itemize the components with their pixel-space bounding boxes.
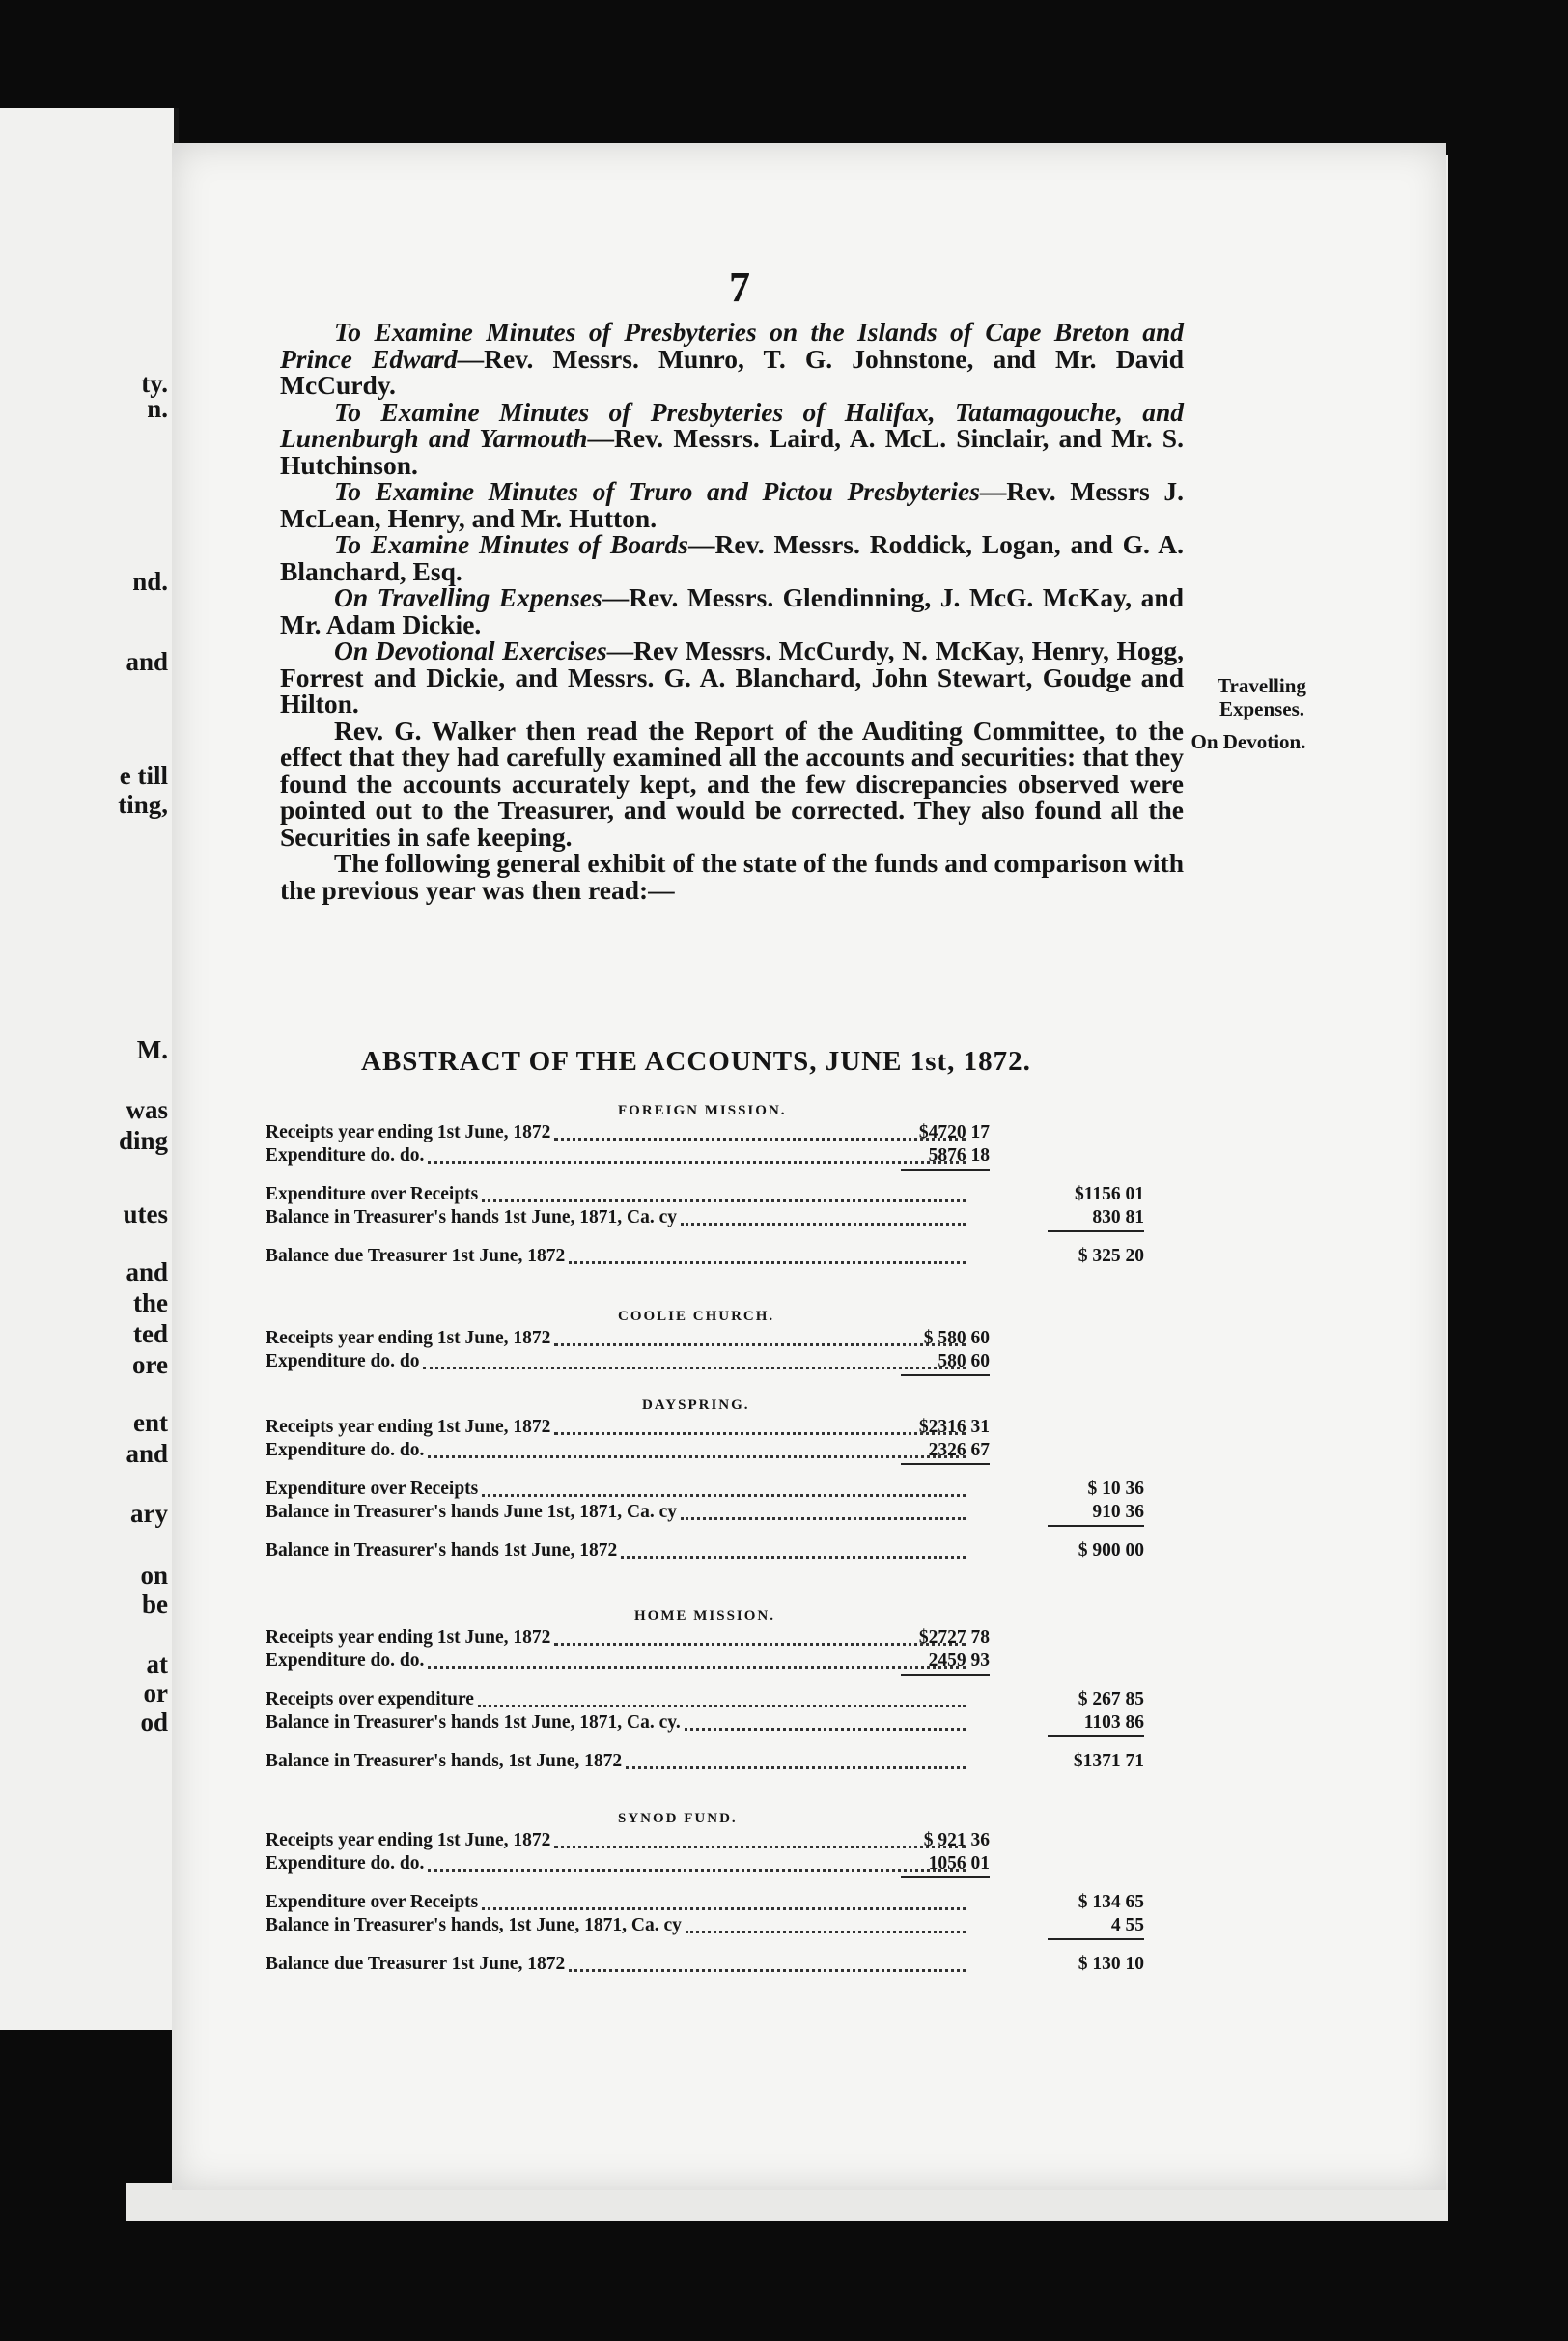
- margin-note-devotion: On Devotion.: [1190, 730, 1306, 753]
- leader-dots: [685, 1728, 966, 1731]
- leader-dots: [423, 1367, 966, 1369]
- prev-page-fragment: ding: [118, 1126, 168, 1155]
- account-line-label: Expenditure over Receipts: [266, 1184, 479, 1204]
- account-line-label: Balance in Treasurer's hands, 1st June, 1871, Ca. cy: [266, 1915, 682, 1935]
- sum-rule: [1048, 1938, 1144, 1940]
- account-line-label: Balance due Treasurer 1st June, 1872: [266, 1954, 566, 1974]
- account-line: [266, 1328, 550, 1349]
- sum-rule: [1048, 1230, 1144, 1232]
- paragraph-heading: On Devotional Exercises: [334, 635, 607, 665]
- prev-page-fragment: ty.: [141, 369, 168, 398]
- paragraph-text: Rev. G. Walker then read the Report of the Auditing Committee, to the effect that they had carefully examined all the accounts and securities: that they found the accounts accurately kept, and the few discrepancies observed were pointed out to the Treasurer, and would be corrected. They also found all the Securities in safe keeping.: [280, 715, 1184, 852]
- leader-dots: [554, 1343, 966, 1346]
- leader-dots: [428, 1666, 966, 1669]
- leader-dots: [569, 1261, 966, 1264]
- paragraph-heading: On Travelling Expenses: [334, 582, 602, 612]
- prev-page-fragment: nd.: [132, 567, 168, 596]
- account-line: [266, 1915, 682, 1936]
- paragraph-heading: To Examine Minutes of Presbyteries on the Islands of Cape Breton and Prince Edward: [280, 317, 1184, 374]
- paragraph-boards: [280, 531, 1184, 584]
- account-line-label: Expenditure do. do.: [266, 1650, 425, 1671]
- account-total: $ 10 36: [1087, 1479, 1144, 1499]
- paragraph-auditing-report: [280, 715, 1184, 852]
- leader-dots: [569, 1969, 966, 1972]
- prev-page-fragment: od: [140, 1707, 168, 1736]
- account-line: [266, 1830, 550, 1851]
- paragraph-travelling-expenses: [280, 584, 1184, 637]
- section-title: SYNOD FUND.: [618, 1811, 738, 1826]
- paragraph-presbyteries-cape-breton: [280, 319, 1184, 399]
- account-line: [266, 1351, 419, 1372]
- account-line-label: Receipts year ending 1st June, 1872: [266, 1122, 551, 1142]
- page-number: 7: [729, 264, 750, 311]
- account-line-label: Receipts over expenditure: [266, 1689, 474, 1709]
- account-line: [266, 1892, 478, 1913]
- account-line-label: Receipts year ending 1st June, 1872: [266, 1417, 551, 1437]
- account-line: [266, 1417, 550, 1438]
- account-line: [266, 1207, 677, 1228]
- account-total: $ 900 00: [1078, 1540, 1144, 1561]
- sum-rule: [1048, 1735, 1144, 1737]
- account-line: [266, 1689, 474, 1710]
- paragraph-text: —Rev. Messrs. Roddick, Logan, and G. A. Blanchard, Esq.: [280, 529, 1185, 586]
- paragraph-truro-pictou: [280, 478, 1184, 531]
- account-total: $1156 01: [1074, 1184, 1144, 1204]
- account-line-label: Balance due Treasurer 1st June, 1872: [266, 1246, 566, 1266]
- account-total: 910 36: [1092, 1502, 1144, 1522]
- paragraph-text: —Rev Messrs. McCurdy, N. McKay, Henry, Hogg, Forrest and Dickie, and Messrs. G. A. Blanchard, John Stewart, Goudge and Hilton.: [280, 635, 1184, 719]
- account-amount: $4720 17: [918, 1122, 990, 1142]
- paragraph-heading: To Examine Minutes of Truro and Pictou Presbyteries: [334, 476, 980, 506]
- account-total: 830 81: [1092, 1207, 1144, 1227]
- account-line: [266, 1440, 424, 1461]
- account-line: [266, 1502, 677, 1523]
- paragraph-text: —Rev. Messrs J. McLean, Henry, and Mr. Hutton.: [280, 476, 1184, 533]
- prev-page-fragment: e till: [119, 761, 168, 790]
- account-line-label: Balance in Treasurer's hands June 1st, 1871, Ca. cy: [266, 1502, 677, 1522]
- sum-rule: [901, 1674, 990, 1676]
- account-line: [266, 1145, 424, 1167]
- paragraph-text: —Rev. Messrs. Munro, T. G. Johnstone, and Mr. David McCurdy.: [280, 343, 1185, 400]
- account-amount: $ 580 60: [923, 1328, 990, 1348]
- account-total: $ 134 65: [1078, 1892, 1144, 1912]
- account-total: $ 130 10: [1078, 1954, 1144, 1974]
- account-line-label: Receipts year ending 1st June, 1872: [266, 1328, 551, 1348]
- paragraph-text: —Rev. Messrs. Laird, A. McL. Sinclair, and Mr. S. Hutchinson.: [280, 423, 1184, 480]
- prev-page-fragment: at: [146, 1650, 168, 1678]
- account-line: [266, 1184, 478, 1205]
- account-total: 4 55: [1110, 1915, 1144, 1935]
- account-amount: $2727 78: [918, 1627, 990, 1648]
- account-line: [266, 1853, 424, 1875]
- paragraph-heading: To Examine Minutes of Presbyteries of Halifax, Tatamagouche, and Lunenburgh and Yarmouth: [280, 396, 1184, 453]
- account-line-label: Expenditure do. do.: [266, 1145, 425, 1166]
- prev-page-fragment: n.: [147, 394, 168, 423]
- sum-rule: [901, 1876, 990, 1878]
- account-line-label: Balance in Treasurer's hands 1st June, 1872: [266, 1540, 618, 1561]
- account-line: [266, 1122, 550, 1143]
- leader-dots: [428, 1869, 966, 1872]
- leader-dots: [428, 1161, 966, 1164]
- account-amount: 5876 18: [928, 1145, 990, 1166]
- previous-page-edge: [0, 108, 179, 2030]
- account-line: [266, 1540, 617, 1562]
- leader-dots: [482, 1494, 966, 1497]
- account-total: $ 267 85: [1078, 1689, 1144, 1709]
- account-line: [266, 1954, 565, 1975]
- margin-note-travelling: Travelling Expenses.: [1218, 674, 1306, 720]
- leader-dots: [681, 1223, 966, 1226]
- prev-page-fragment: ent: [133, 1408, 168, 1437]
- account-line-label: Balance in Treasurer's hands, 1st June, 1872: [266, 1751, 623, 1771]
- section-title: DAYSPRING.: [642, 1397, 750, 1413]
- prev-page-fragment: the: [133, 1288, 168, 1317]
- paragraph-text: —Rev. Messrs. Glendinning, J. McG. McKay, and Mr. Adam Dickie.: [280, 582, 1185, 639]
- minutes-body: [280, 319, 1184, 903]
- sum-rule: [901, 1374, 990, 1376]
- leader-dots: [478, 1705, 966, 1707]
- account-line-label: Balance in Treasurer's hands 1st June, 1871, Ca. cy: [266, 1207, 677, 1227]
- account-total: $ 325 20: [1078, 1246, 1144, 1266]
- account-line: [266, 1650, 424, 1672]
- abstract-title: ABSTRACT OF THE ACCOUNTS, JUNE 1st, 1872.: [361, 1046, 1031, 1077]
- leader-dots: [482, 1907, 966, 1910]
- account-amount: 2459 93: [928, 1650, 990, 1671]
- prev-page-fragment: M.: [136, 1035, 168, 1064]
- account-line-label: Expenditure do. do: [266, 1351, 420, 1371]
- prev-page-fragment: and: [126, 1439, 168, 1468]
- sum-rule: [1048, 1525, 1144, 1527]
- paragraph-devotional-exercises: [280, 637, 1184, 718]
- account-line: [266, 1751, 622, 1772]
- account-amount: $ 921 36: [923, 1830, 990, 1850]
- prev-page-fragment: or: [143, 1678, 168, 1707]
- prev-page-fragment: utes: [123, 1199, 168, 1228]
- leader-dots: [428, 1455, 966, 1458]
- prev-page-fragment: and: [126, 1257, 168, 1286]
- leader-dots: [621, 1556, 966, 1559]
- account-line: [266, 1712, 681, 1734]
- prev-page-fragment: was: [126, 1095, 168, 1124]
- account-line: [266, 1246, 565, 1267]
- account-line-label: Expenditure over Receipts: [266, 1892, 479, 1912]
- leader-dots: [554, 1138, 966, 1141]
- section-title: COOLIE CHURCH.: [618, 1309, 775, 1324]
- paragraph-funds-exhibit: [280, 850, 1184, 903]
- leader-dots: [686, 1931, 966, 1933]
- account-line-label: Expenditure over Receipts: [266, 1479, 479, 1499]
- account-line: [266, 1627, 550, 1649]
- prev-page-fragment: ted: [133, 1319, 168, 1348]
- leader-dots: [554, 1643, 966, 1646]
- account-line: [266, 1479, 478, 1500]
- prev-page-fragment: ore: [132, 1350, 168, 1379]
- section-title: FOREIGN MISSION.: [618, 1103, 787, 1118]
- prev-page-fragment: ting,: [118, 790, 168, 819]
- account-amount: 1056 01: [928, 1853, 990, 1874]
- leader-dots: [482, 1199, 966, 1202]
- account-line-label: Receipts year ending 1st June, 1872: [266, 1830, 551, 1850]
- account-line-label: Balance in Treasurer's hands 1st June, 1871, Ca. cy.: [266, 1712, 681, 1733]
- prev-page-fragment: be: [142, 1590, 168, 1619]
- account-amount: $2316 31: [918, 1417, 990, 1437]
- prev-page-fragment: ary: [130, 1499, 168, 1528]
- account-line-label: Receipts year ending 1st June, 1872: [266, 1627, 551, 1648]
- leader-dots: [626, 1766, 966, 1769]
- account-amount: 580 60: [938, 1351, 990, 1371]
- paragraph-presbyteries-halifax: [280, 396, 1184, 480]
- prev-page-fragment: on: [140, 1561, 168, 1590]
- leader-dots: [554, 1432, 966, 1435]
- sum-rule: [901, 1463, 990, 1465]
- section-title: HOME MISSION.: [634, 1608, 776, 1623]
- paragraph-text: The following general exhibit of the state of the funds and comparison with the previous year was then read:—: [280, 848, 1184, 905]
- account-total: $1371 71: [1073, 1751, 1144, 1771]
- paragraph-heading: To Examine Minutes of Boards: [334, 529, 688, 559]
- sum-rule: [901, 1169, 990, 1170]
- account-line-label: Expenditure do. do.: [266, 1440, 425, 1460]
- prev-page-fragment: and: [126, 647, 168, 676]
- account-total: 1103 86: [1083, 1712, 1144, 1733]
- account-line-label: Expenditure do. do.: [266, 1853, 425, 1874]
- account-amount: 2326 67: [928, 1440, 990, 1460]
- leader-dots: [681, 1517, 966, 1520]
- leader-dots: [554, 1846, 966, 1848]
